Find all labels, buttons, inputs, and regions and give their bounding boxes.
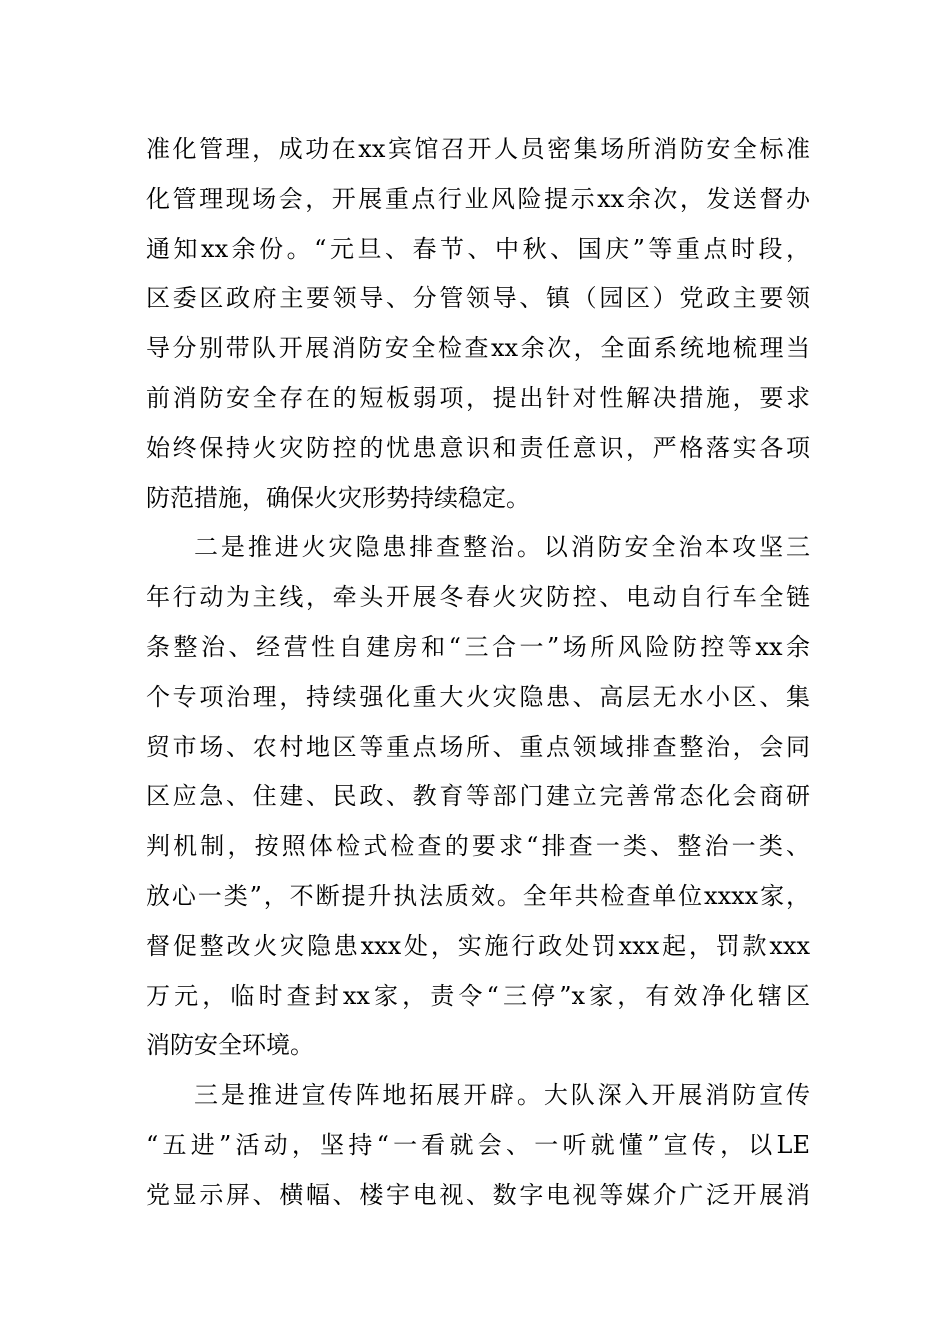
paragraph-publicity (146, 1071, 810, 1220)
text-line: 放心一类”，不断提升执法质效。全年共检查单位xxxx家， (146, 881, 810, 910)
text-line: 通知xx余份。“元旦、春节、中秋、国庆”等重点时段， (146, 234, 810, 263)
text-line: 导分别带队开展消防安全检查xx余次，全面系统地梳理当 (146, 334, 810, 363)
text-line: 判机制，按照体检式检查的要求“排查一类、整治一类、 (146, 832, 810, 861)
text-line: 准化管理，成功在xx宾馆召开人员密集场所消防安全标准 (146, 135, 810, 163)
paragraph-continued (146, 125, 810, 523)
text-line: 万元，临时查封xx家，责令“三停”x家，有效净化辖区 (146, 981, 810, 1010)
text-line: 化管理现场会，开展重点行业风险提示xx余次，发送督办 (146, 184, 810, 213)
text-line: 党显示屏、横幅、楼宇电视、数字电视等媒介广泛开展消 (146, 1180, 810, 1209)
text-line: 区应急、住建、民政、教育等部门建立完善常态化会商研 (146, 782, 810, 811)
text-line: “五进”活动，坚持“一看就会、一听就懂”宣传，以LE (146, 1130, 810, 1159)
text-line: 区委区政府主要领导、分管领导、镇（园区）党政主要领 (146, 284, 810, 313)
paragraph-hazard-rectification (146, 523, 810, 1071)
text-line: 条整治、经营性自建房和“三合一”场所风险防控等xx余 (146, 632, 810, 661)
text-line: 二是推进火灾隐患排查整治。以消防安全治本攻坚三 (194, 533, 810, 562)
body-text (146, 125, 810, 1221)
text-line: 三是推进宣传阵地拓展开辟。大队深入开展消防宣传 (194, 1081, 810, 1110)
text-line: 督促整改火灾隐患xxx处，实施行政处罚xxx起，罚款xxx (146, 931, 810, 960)
text-line: 个专项治理，持续强化重大火灾隐患、高层无水小区、集 (146, 682, 810, 711)
text-line: 前消防安全存在的短板弱项，提出针对性解决措施，要求 (146, 383, 810, 412)
text-line: 防范措施，确保火灾形势持续稳定。 (146, 483, 530, 512)
text-line: 年行动为主线，牵头开展冬春火灾防控、电动自行车全链 (146, 583, 810, 612)
text-line: 消防安全环境。 (146, 1031, 314, 1060)
text-line: 始终保持火灾防控的忧患意识和责任意识，严格落实各项 (146, 433, 810, 462)
text-line: 贸市场、农村地区等重点场所、重点领域排查整治，会同 (146, 732, 810, 761)
